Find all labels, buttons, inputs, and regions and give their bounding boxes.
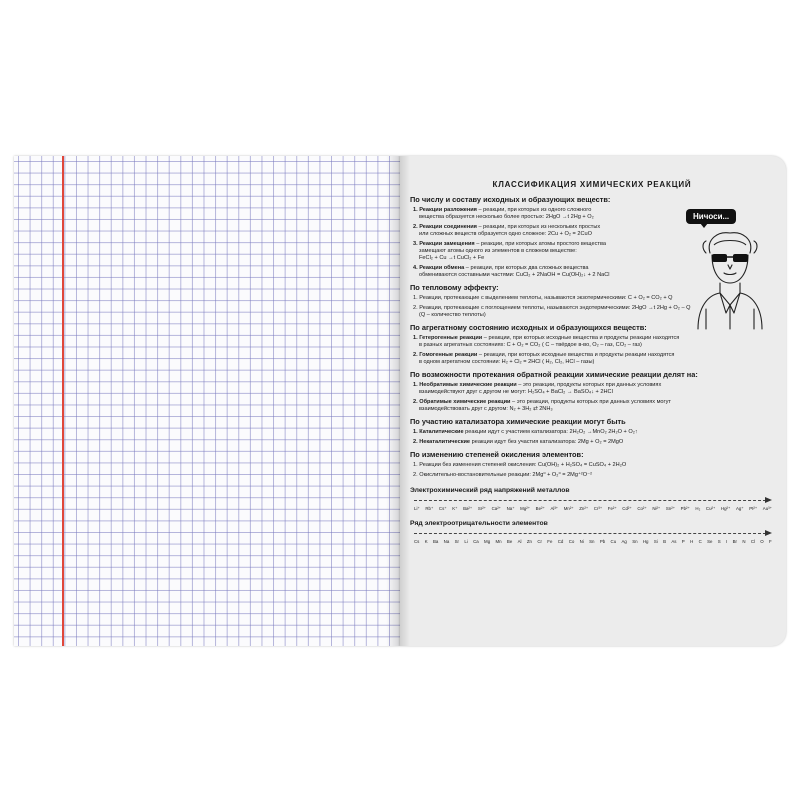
margin-line — [62, 156, 64, 646]
series-element: Pb²⁺ — [680, 506, 690, 511]
series-element: Mg²⁺ — [520, 506, 531, 511]
series-element: Pt²⁺ — [749, 506, 758, 511]
section-heading: По возможности протекания обратной реакции химические реакции делят на: — [410, 370, 698, 379]
series-element: Sn — [589, 539, 595, 544]
series-element: Na — [443, 539, 450, 544]
series-element: Li⁺ — [414, 506, 420, 511]
series-element: Zn — [526, 539, 532, 544]
arrow-right-icon — [765, 530, 772, 536]
list-item: 2. Реакции, протекающие с поглощением теплоты, называются эндотермическими: 2HgO →t 2Hg + O₂ – Q (Q – количество теплоты) — [413, 305, 691, 318]
series-element: S — [717, 539, 721, 544]
series-element: Cs⁺ — [438, 506, 447, 511]
list-item: 1. Реакции, протекающие с выделением теплоты, называются экзотермическими: C + O₂ = CO₂ + Q — [413, 295, 673, 301]
list-item: 2. Реакции соединения – реакции, при которых из нескольких простых или сложных веществ образуется одно сложное: 2Cu + O₂ = 2CuO — [413, 224, 601, 237]
open-notebook — [14, 156, 786, 646]
series-element: Cr³⁺ — [593, 506, 603, 511]
series-element: Ba — [432, 539, 439, 544]
series-element: Sn²⁺ — [665, 506, 676, 511]
series-element: Mn²⁺ — [563, 506, 574, 511]
series-element: Mn — [495, 539, 502, 544]
list-item: 2. Окислительно-востановительные реакции: 2Mg⁰ + O₂⁰ = 2Mg⁺²O⁻² — [413, 472, 592, 478]
speech-bubble: Ничоси... — [686, 209, 736, 224]
section-reversibility — [410, 370, 774, 413]
series-element: Be²⁺ — [535, 506, 545, 511]
series-element: Se — [707, 539, 713, 544]
series-element: Rb⁺ — [425, 506, 434, 511]
series-element: N — [742, 539, 746, 544]
section-heading: По числу и составу исходных и образующих веществ: — [410, 195, 611, 204]
series-element: H₂ — [695, 506, 701, 511]
section-heading: По агрегатному состоянию исходных и образующихся веществ: — [410, 323, 647, 332]
series-element: Co — [568, 539, 575, 544]
series-element: Li — [464, 539, 468, 544]
section-composition — [410, 195, 665, 279]
series-arrow — [414, 530, 772, 536]
arrow-right-icon — [765, 497, 772, 503]
series-element: P — [681, 539, 685, 544]
series-element: Co²⁺ — [637, 506, 647, 511]
series-element: H — [690, 539, 694, 544]
series-items — [414, 539, 772, 544]
series-element: Fe²⁺ — [607, 506, 617, 511]
series-element: Ag — [621, 539, 627, 544]
series-label: Ряд электроотрицательности элементов — [410, 520, 548, 527]
list-item: 1. Каталитические реакции идут с участием катализатора: 2H₂O₂ →MnO₂ 2H₂O + O₂↑ — [413, 429, 638, 435]
electronegativity-series — [410, 520, 774, 544]
series-element: Sn — [632, 539, 638, 544]
series-element: Zn²⁺ — [579, 506, 589, 511]
list-item: 1. Реакции без изменения степеней окисления: Cu(OH)₂ + H₂SO₄ = CuSO₄ + 2H₂O — [413, 462, 627, 468]
series-element: Cu²⁺ — [705, 506, 716, 511]
series-element: Ag⁺ — [735, 506, 744, 511]
list-item: 2. Гомогенные реакции – реакции, при которых исходные вещества и продукты реакции находятся в одном агрегатном состоянии: H₂ + Cl₂ = 2HCl ( H₂, Cl₂, HCl – газы) — [413, 352, 675, 365]
section-oxidation — [410, 450, 774, 479]
series-element: Na⁺ — [506, 506, 515, 511]
scientist-icon — [676, 209, 786, 339]
section-heading: По участию катализатора химические реакции могут быть — [410, 417, 626, 426]
series-element: Cs — [414, 539, 420, 544]
series-element: Cd²⁺ — [622, 506, 632, 511]
series-element: Si — [653, 539, 658, 544]
top-block — [410, 195, 774, 279]
series-label: Электрохимический ряд напряжений металлов — [410, 487, 570, 494]
series-element: As — [671, 539, 677, 544]
series-element: K⁺ — [452, 506, 458, 511]
series-element: Mg — [484, 539, 491, 544]
series-element: K — [424, 539, 428, 544]
series-element: Cd — [557, 539, 564, 544]
section-catalyst — [410, 417, 774, 446]
series-element: Ca — [473, 539, 479, 544]
series-element: B — [663, 539, 667, 544]
list-item: 4. Реакции обмена – реакции, при которых два сложных вещества обмениваются составными частями: CuCl₂ + 2NaOH = Cu(OH)₂↓ + 2 NaCl — [413, 265, 610, 278]
series-arrow — [414, 497, 772, 503]
series-element: I — [726, 539, 728, 544]
scientist-illustration — [676, 209, 786, 339]
reference-page — [400, 156, 786, 646]
section-heading: По изменению степеней окисления элементов: — [410, 450, 584, 459]
list-item: 1. Необратимые химические реакции – это реакции, продукты которых при данных условиях взаимодействуют друг с другом не могут: H₂SO₄ + BaCl₂ → BaSO₄↓ + 2HCl — [413, 382, 662, 395]
series-element: Pb — [599, 539, 606, 544]
list-item: 2. Некаталитические реакции идут без участия катализатора: 2Mg + O₂ = 2MgO — [413, 439, 624, 445]
series-element: Al³⁺ — [550, 506, 559, 511]
series-element: Hg — [642, 539, 649, 544]
metal-series — [410, 487, 774, 512]
series-items — [414, 506, 772, 512]
series-element: Hg²⁺ — [720, 506, 731, 511]
series-element: Ca²⁺ — [491, 506, 502, 511]
series-element: Sr²⁺ — [477, 506, 486, 511]
series-element: O — [760, 539, 764, 544]
series-element: Ni — [579, 539, 584, 544]
series-element: Cr — [537, 539, 542, 544]
series-element: C — [698, 539, 702, 544]
series-element: Al — [517, 539, 522, 544]
series-element: F — [769, 539, 772, 544]
reference-title: КЛАССИФИКАЦИЯ ХИМИЧЕСКИХ РЕАКЦИЙ — [492, 180, 692, 189]
series-element: Be — [506, 539, 513, 544]
list-item: 2. Обратимые химические реакции – это реакции, продукты которых при данных условиях могут взаимодействовать друг с другом: N₂ + 3H₂ ⇄ 2NH₃ — [413, 399, 671, 412]
series-element: Au³⁺ — [762, 506, 772, 511]
section-heading: По тепловому эффекту: — [410, 283, 499, 292]
series-element: Fe — [547, 539, 553, 544]
series-element: Ni²⁺ — [652, 506, 661, 511]
series-element: Cu — [610, 539, 617, 544]
grid-page — [14, 156, 400, 646]
series-element: Ba²⁺ — [463, 506, 473, 511]
series-element: Sr — [454, 539, 460, 544]
series-element: Cl — [750, 539, 755, 544]
series-element: Br — [732, 539, 737, 544]
list-item: 1. Гетерогенные реакции – реакции, при которых исходные вещества и продукты реакции находятся в разных агрегатных состояниях: C + O₂ = CO₂ ( C – твёрдое в-во, O₂ – газ, CO₂ – газ) — [413, 335, 680, 348]
list-item: 3. Реакции замещения – реакции, при которых атомы простого вещества замещают атомы одного из элементов в сложном веществе: FeCl₂ + Cu →t CuCl₂ + Fe — [413, 241, 606, 261]
list-item: 1. Реакции разложения – реакции, при которых из одного сложного вещества образуется несколько более простых: 2HgO →t 2Hg + O₂ — [413, 207, 594, 220]
